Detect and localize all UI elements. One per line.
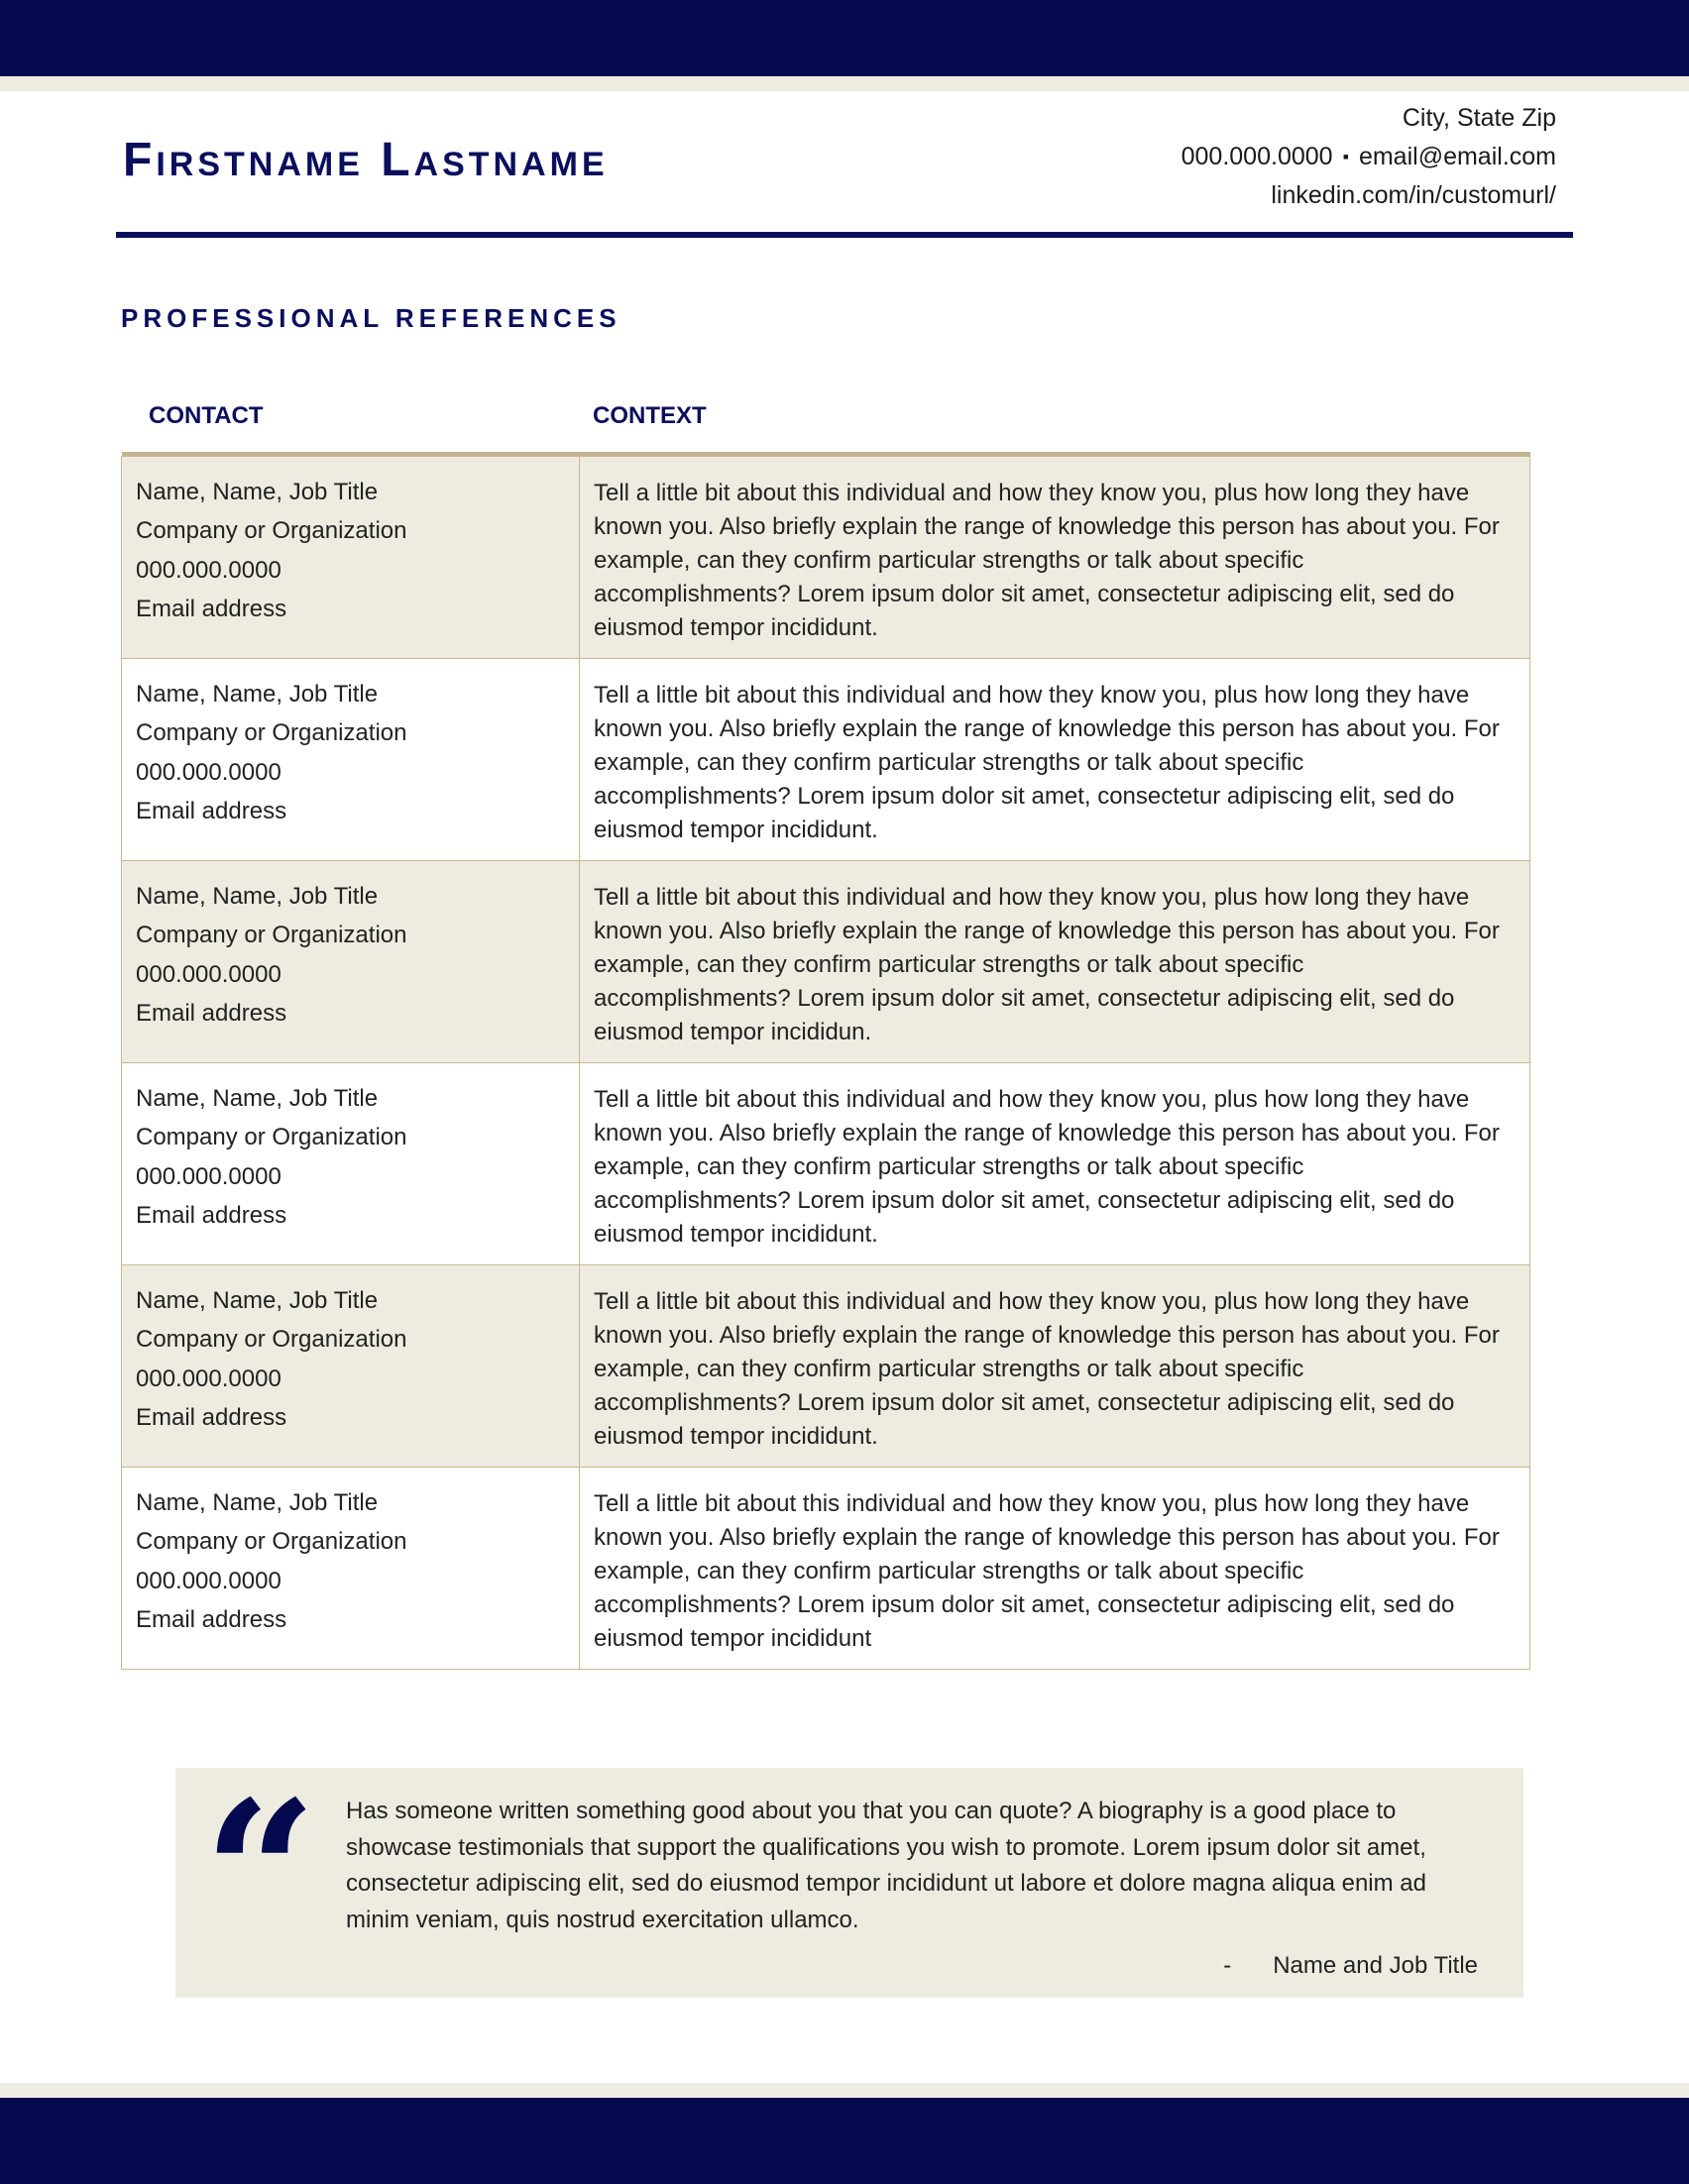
column-header-contact: CONTACT [149, 402, 264, 429]
reference-name: Name, Name, Job Title [136, 1286, 379, 1314]
table-row [122, 456, 1530, 658]
reference-company: Company or Organization [136, 1528, 407, 1555]
attribution-dash: - [1223, 1952, 1232, 1979]
reference-email: Email address [136, 1606, 287, 1633]
reference-context: Tell a little bit about this individual and how they know you, plus how long they have known you. Also briefly explain the range of knowledge this person has about you. For example, can they confirm particular strengths or talk about specific accomplishments? Lorem ipsum dolor sit amet, consectetur adipiscing elit, sed do eiusmod tempor incididunt. [580, 456, 1530, 658]
address: City, State Zip [1402, 104, 1556, 132]
reference-name: Name, Name, Job Title [136, 882, 379, 910]
section-title: PROFESSIONAL REFERENCES [121, 303, 621, 333]
reference-contact-cell [122, 860, 580, 1062]
reference-context: Tell a little bit about this individual and how they know you, plus how long they have known you. Also briefly explain the range of knowledge this person has about you. For example, can they confirm particular strengths or talk about specific accomplishments? Lorem ipsum dolor sit amet, consectetur adipiscing elit, sed do eiusmod tempor incididunt. [580, 658, 1530, 860]
reference-phone: 000.000.0000 [136, 556, 282, 584]
table-row [122, 860, 1530, 1062]
reference-context: Tell a little bit about this individual and how they know you, plus how long they have known you. Also briefly explain the range of knowledge this person has about you. For example, can they confirm particular strengths or talk about specific accomplishments? Lorem ipsum dolor sit amet, consectetur adipiscing elit, sed do eiusmod tempor incididun. [580, 860, 1530, 1062]
reference-company: Company or Organization [136, 1124, 407, 1150]
reference-contact-cell [122, 1467, 580, 1669]
email[interactable]: email@email.com [1358, 143, 1556, 170]
reference-company: Company or Organization [136, 1326, 407, 1353]
reference-name: Name, Name, Job Title [136, 1084, 379, 1112]
table-row [122, 658, 1530, 860]
reference-company: Company or Organization [136, 517, 407, 544]
reference-name: Name, Name, Job Title [136, 680, 379, 708]
reference-email: Email address [136, 1202, 287, 1229]
reference-name: Name, Name, Job Title [136, 478, 379, 505]
testimonial-box [175, 1758, 1523, 1998]
quote-icon: “ [203, 1758, 318, 1991]
reference-contact-cell [122, 1062, 580, 1264]
table-row [122, 1264, 1530, 1467]
top-band [0, 0, 1689, 76]
reference-contact-cell [122, 658, 580, 860]
bottom-band-strip [0, 2083, 1689, 2098]
attribution-name: Name and Job Title [1273, 1952, 1478, 1979]
reference-company: Company or Organization [136, 922, 407, 948]
reference-phone: 000.000.0000 [136, 758, 282, 786]
header-rule [116, 232, 1573, 238]
reference-email: Email address [136, 596, 287, 622]
reference-company: Company or Organization [136, 719, 407, 746]
phone: 000.000.0000 [1181, 143, 1333, 170]
phone-email-line [1182, 138, 1556, 176]
table-row [122, 1062, 1530, 1264]
reference-email: Email address [136, 798, 287, 824]
reference-phone: 000.000.0000 [136, 960, 282, 988]
table-row [122, 1467, 1530, 1669]
bullet-separator: ▪ [1342, 147, 1349, 166]
reference-name: Name, Name, Job Title [136, 1488, 379, 1516]
testimonial-text: Has someone written something good about you that you can quote? A biography is a good place to showcase testimonials that support the qualifications you wish to promote. Lorem ipsum dolor sit amet, consectetur adipiscing elit, sed do eiusmod tempor incididunt ut labore et dolore magna aliqua enim ad minim veniam, quis nostrud exercitation ullamco. [346, 1798, 1426, 1933]
reference-phone: 000.000.0000 [136, 1567, 282, 1594]
bottom-band [0, 2098, 1689, 2184]
reference-email: Email address [136, 1404, 287, 1431]
reference-context: Tell a little bit about this individual and how they know you, plus how long they have known you. Also briefly explain the range of knowledge this person has about you. For example, can they confirm particular strengths or talk about specific accomplishments? Lorem ipsum dolor sit amet, consectetur adipiscing elit, sed do eiusmod tempor incididunt. [580, 1264, 1530, 1467]
reference-context: Tell a little bit about this individual and how they know you, plus how long they have known you. Also briefly explain the range of knowledge this person has about you. For example, can they confirm particular strengths or talk about specific accomplishments? Lorem ipsum dolor sit amet, consectetur adipiscing elit, sed do eiusmod tempor incididunt. [580, 1062, 1530, 1264]
column-header-context: CONTEXT [593, 402, 707, 429]
testimonial-attribution [1223, 1952, 1478, 1980]
candidate-name: Firstname Lastname [123, 134, 609, 186]
linkedin-url[interactable]: linkedin.com/in/customurl/ [1271, 181, 1556, 209]
reference-contact-cell [122, 456, 580, 658]
reference-context: Tell a little bit about this individual and how they know you, plus how long they have known you. Also briefly explain the range of knowledge this person has about you. For example, can they confirm particular strengths or talk about specific accomplishments? Lorem ipsum dolor sit amet, consectetur adipiscing elit, sed do eiusmod tempor incididunt [580, 1467, 1530, 1669]
contact-block [1182, 99, 1556, 215]
top-band-strip [0, 76, 1689, 91]
reference-phone: 000.000.0000 [136, 1365, 282, 1392]
references-table [121, 452, 1530, 1670]
reference-phone: 000.000.0000 [136, 1162, 282, 1190]
reference-email: Email address [136, 1000, 287, 1027]
reference-contact-cell [122, 1264, 580, 1467]
